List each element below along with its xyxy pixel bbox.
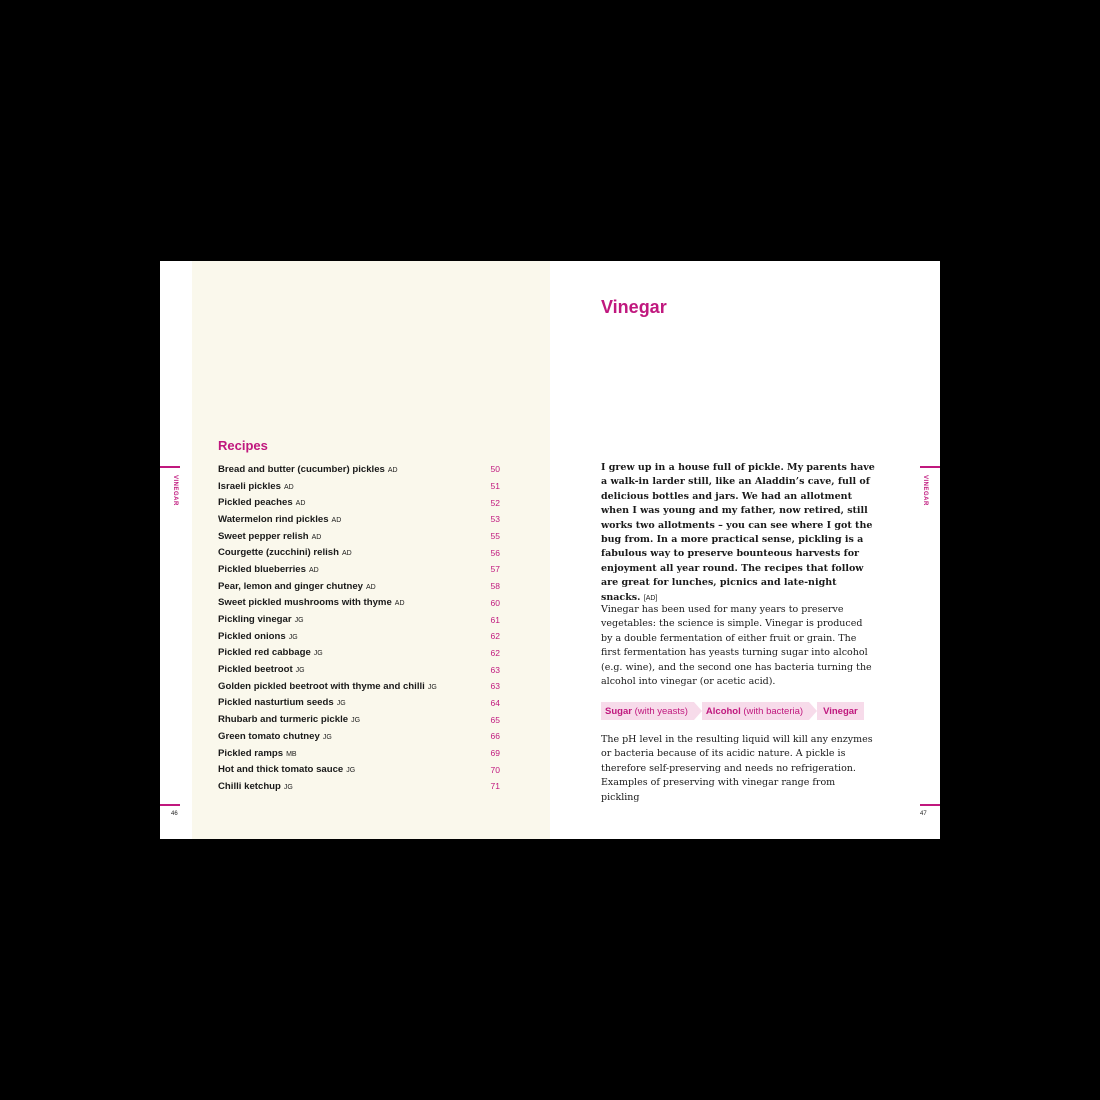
recipe-row	[218, 544, 500, 561]
recipe-row	[218, 528, 500, 545]
recipe-row	[218, 745, 500, 762]
recipe-page-number: 53	[490, 514, 500, 525]
section-side-label: VINEGAR	[922, 475, 928, 506]
recipe-title	[218, 681, 437, 692]
recipe-title-text: Pickled red cabbage	[218, 647, 311, 659]
recipe-page-number: 64	[490, 697, 500, 708]
flow-step-label: Sugar	[605, 705, 632, 717]
recipe-row	[218, 611, 500, 628]
recipe-list	[218, 461, 500, 795]
recipe-row	[218, 511, 500, 528]
recipe-row	[218, 494, 500, 511]
chapter-title: Vinegar	[601, 297, 667, 317]
recipe-author: AD	[394, 600, 405, 608]
recipe-page-number: 71	[490, 781, 500, 792]
recipe-page-number: 51	[490, 481, 500, 492]
recipe-page-number: 62	[490, 647, 500, 658]
recipe-row	[218, 661, 500, 678]
recipe-title-text: Green tomato chutney	[218, 730, 320, 742]
recipe-page-number: 56	[490, 547, 500, 558]
recipe-author: MB	[286, 750, 297, 758]
recipe-title-text: Courgette (zucchini) relish	[218, 547, 339, 559]
recipe-author: JG	[322, 733, 332, 741]
recipe-page-number: 70	[490, 764, 500, 775]
recipe-row	[218, 728, 500, 745]
recipe-row	[218, 578, 500, 595]
recipe-row	[218, 478, 500, 495]
recipe-page-number: 61	[490, 614, 500, 625]
right-page	[550, 261, 940, 839]
recipe-row	[218, 695, 500, 712]
recipe-title	[218, 781, 293, 792]
recipe-title	[218, 697, 346, 708]
flow-step-sugar	[601, 702, 694, 720]
recipe-title-text: Pear, lemon and ginger chutney	[218, 580, 364, 592]
section-side-label: VINEGAR	[172, 475, 178, 506]
recipe-title	[218, 597, 405, 608]
recipe-title	[218, 731, 332, 742]
recipe-author: JG	[313, 650, 323, 658]
recipe-author: JG	[295, 667, 305, 675]
recipe-title	[218, 664, 305, 675]
fermentation-flow	[601, 702, 872, 720]
recipe-title-text: Hot and thick tomato sauce	[218, 764, 344, 776]
flow-step-alcohol	[702, 702, 809, 720]
page-number: 47	[920, 811, 927, 817]
recipe-author: AD	[331, 516, 342, 524]
recipe-title	[218, 547, 352, 558]
recipe-title-text: Rhubarb and turmeric pickle	[218, 714, 349, 726]
recipe-title	[218, 531, 321, 542]
recipe-author: AD	[342, 550, 352, 558]
recipe-title	[218, 564, 319, 575]
recipe-page-number: 63	[490, 664, 500, 675]
recipes-heading: Recipes	[218, 438, 268, 453]
folio-marker	[160, 804, 180, 806]
recipe-author: JG	[336, 700, 346, 708]
intro-paragraph-text: I grew up in a house full of pickle. My parents have a walk-in larder still, like an Aladdin’s cave, full of delicious bottles and jars. We had an allotment when I was young and my father, now retired, still works two allotments – you can see where I got the bug from. In a more practical sense, pickling is a fabulous way to preserve bounteous harvests for enjoyment all year round. The recipes that follow are great for lunches, picnics and late-night snacks.	[601, 462, 875, 603]
recipe-page-number: 60	[490, 597, 500, 608]
recipe-row	[218, 628, 500, 645]
recipe-page-number: 69	[490, 748, 500, 759]
recipe-title-text: Pickling vinegar	[218, 614, 292, 626]
flow-step-note: (with bacteria)	[743, 705, 804, 717]
recipe-title	[218, 497, 305, 508]
author-tag: [AD]	[643, 594, 658, 602]
recipe-author: JG	[288, 633, 298, 641]
recipe-author: JG	[346, 767, 356, 775]
recipe-author: JG	[294, 617, 304, 625]
recipe-title-text: Pickled blueberries	[218, 563, 306, 575]
recipe-title	[218, 647, 323, 658]
flow-step-note: (with yeasts)	[634, 705, 688, 717]
recipe-title	[218, 514, 341, 525]
recipe-page-number: 66	[490, 731, 500, 742]
recipe-row	[218, 461, 500, 478]
recipe-row	[218, 778, 500, 795]
page-number: 46	[171, 811, 178, 817]
recipe-author: AD	[283, 483, 294, 491]
section-tab-marker	[160, 466, 180, 468]
recipe-author: JG	[283, 783, 293, 791]
recipe-title-text: Golden pickled beetroot with thyme and chilli	[218, 680, 425, 692]
recipe-title	[218, 631, 298, 642]
recipe-row	[218, 678, 500, 695]
recipe-row	[218, 761, 500, 778]
recipe-author: AD	[311, 533, 322, 541]
recipe-title	[218, 581, 376, 592]
recipe-title-text: Pickled peaches	[218, 497, 293, 509]
recipe-title-text: Sweet pepper relish	[218, 530, 309, 542]
recipe-title-text: Israeli pickles	[218, 480, 281, 492]
intro-paragraph	[601, 461, 875, 606]
recipe-author: AD	[387, 466, 398, 474]
recipe-author: JG	[351, 717, 361, 725]
recipe-page-number: 52	[490, 497, 500, 508]
recipe-row	[218, 711, 500, 728]
science-paragraph: Vinegar has been used for many years to preserve vegetables: the science is simple. Vinegar is produced by a double fermentation of either fruit or grain. The first fermentation has yeasts turning sugar into alcohol (e.g. wine), and the second one has bacteria turning the alcohol into vinegar (or acetic acid).	[601, 604, 872, 688]
recipe-title-text: Chilli ketchup	[218, 780, 281, 792]
recipe-author: JG	[427, 683, 437, 691]
recipe-page-number: 65	[490, 714, 500, 725]
recipe-page-number: 62	[490, 631, 500, 642]
recipe-title-text: Pickled onions	[218, 630, 286, 642]
folio-marker	[920, 804, 940, 806]
recipe-row	[218, 645, 500, 662]
recipe-row	[218, 561, 500, 578]
recipe-page-number: 58	[490, 581, 500, 592]
recipe-title	[218, 748, 297, 759]
recipe-title	[218, 764, 355, 775]
recipe-title	[218, 614, 304, 625]
recipe-page-number: 57	[490, 564, 500, 575]
recipe-page-number: 50	[490, 464, 500, 475]
recipe-author: AD	[295, 500, 306, 508]
recipe-title	[218, 481, 294, 492]
recipe-page-number: 55	[490, 531, 500, 542]
recipe-title-text: Pickled beetroot	[218, 664, 293, 676]
left-page	[160, 261, 550, 839]
recipe-title-text: Pickled nasturtium seeds	[218, 697, 334, 709]
section-tab-marker	[920, 466, 940, 468]
recipe-title-text: Sweet pickled mushrooms with thyme	[218, 597, 392, 609]
recipe-title	[218, 464, 398, 475]
recipe-row	[218, 595, 500, 612]
ph-paragraph: The pH level in the resulting liquid will kill any enzymes or bacteria because of its acidic nature. A pickle is therefore self-preserving and needs no refrigeration. Examples of preserving with vinegar range from pickling	[601, 734, 873, 803]
recipe-author: AD	[366, 583, 376, 591]
flow-step-vinegar: Vinegar	[817, 702, 864, 720]
flow-step-label: Alcohol	[705, 705, 741, 717]
recipe-title-text: Pickled ramps	[218, 747, 284, 759]
recipe-author: AD	[308, 566, 319, 574]
book-spread	[160, 261, 940, 839]
recipe-title-text: Watermelon rind pickles	[218, 513, 329, 525]
recipe-title-text: Bread and butter (cucumber) pickles	[218, 463, 385, 475]
recipe-title	[218, 714, 360, 725]
recipe-page-number: 63	[490, 681, 500, 692]
